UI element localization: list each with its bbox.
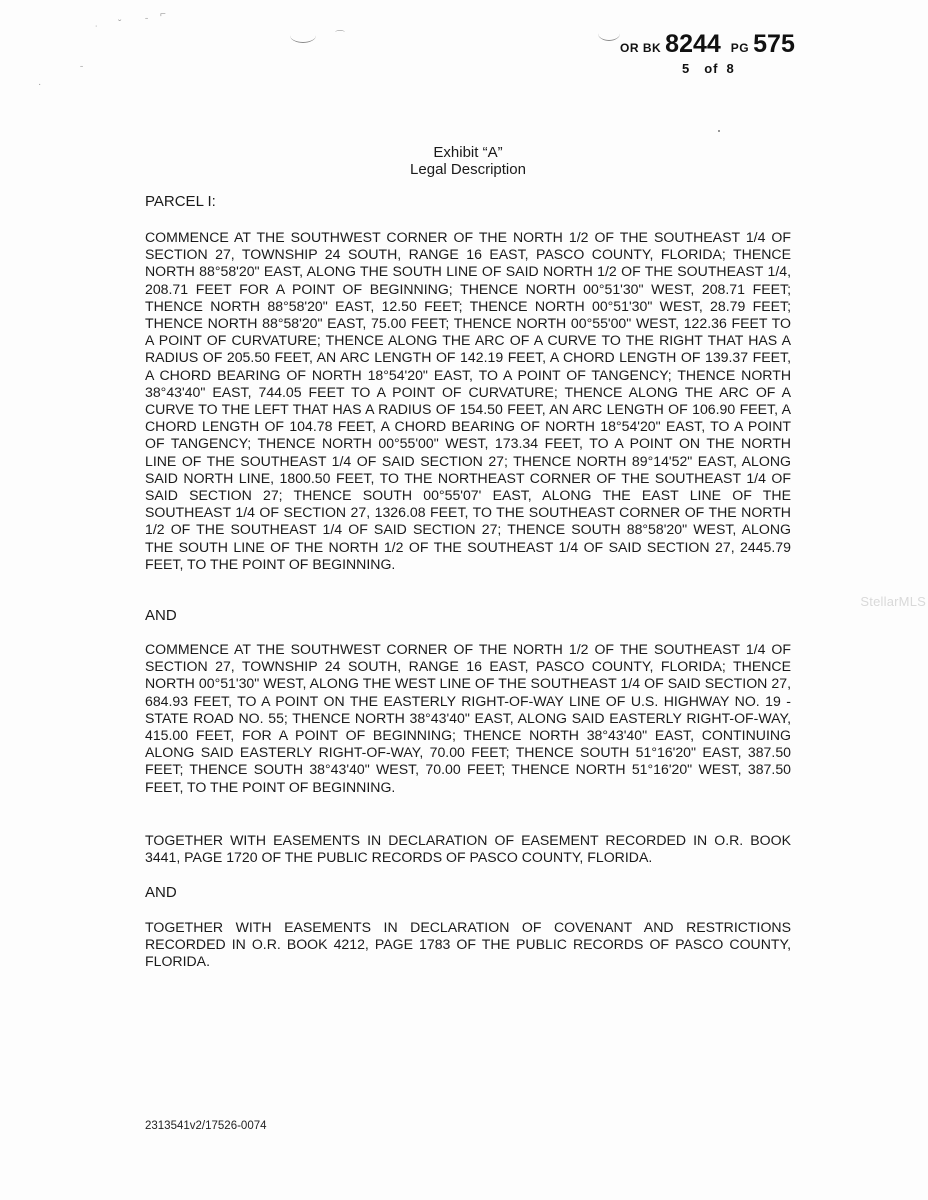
sheet-number: 5 bbox=[682, 61, 691, 76]
sheet-count bbox=[682, 61, 795, 76]
easement-paragraph-2: TOGETHER WITH EASEMENTS IN DECLARATION OF COVENANT AND RESTRICTIONS RECORDED IN O.R. BOOK 4212, PAGE 1783 OF THE PUBLIC RECORDS OF PASCO COUNTY, FLORIDA. bbox=[145, 919, 791, 970]
sheet-total: 8 bbox=[726, 61, 735, 76]
scan-speck: · bbox=[38, 79, 42, 90]
exhibit-title: Exhibit “A” bbox=[433, 144, 503, 161]
and-label-2: AND bbox=[145, 884, 177, 901]
document-id: 2313541v2/17526-0074 bbox=[145, 1120, 267, 1132]
legal-paragraph-1: COMMENCE AT THE SOUTHWEST CORNER OF THE NORTH 1/2 OF THE SOUTHEAST 1/4 OF SECTION 27, TOWNSHIP 24 SOUTH, RANGE 16 EAST, PASCO COUNTY, FLORIDA; THENCE NORTH 88°58'20" EAST, ALONG THE SOUTH LINE OF SAID NORTH 1/2 OF THE SOUTHEAST 1/4, 208.71 FEET FOR A POINT OF BEGINNING; THENCE NORTH 00°51'30" WEST, 208.71 FEET; THENCE NORTH 88°58'20" EAST, 12.50 FEET; THENCE NORTH 00°51'30" WEST, 28.79 FEET; THENCE NORTH 88°58'20" EAST, 75.00 FEET; THENCE NORTH 00°55'00" WEST, 122.36 FEET TO A POINT OF CURVATURE; THENCE ALONG THE ARC OF A CURVE TO THE RIGHT THAT HAS A RADIUS OF 205.50 FEET, AN ARC LENGTH OF 142.19 FEET, A CHORD LENGTH OF 139.37 FEET, A CHORD BEARING OF NORTH 18°54'20" EAST, TO A POINT OF TANGENCY; THENCE NORTH 38°43'40" EAST, 744.05 FEET TO A POINT OF CURVATURE; THENCE ALONG THE ARC OF A CURVE TO THE LEFT THAT HAS A RADIUS OF 154.50 FEET, AN ARC LENGTH OF 106.90 FEET, A CHORD LENGTH OF 104.78 FEET, A CHORD BEARING OF NORTH 18°54'20" EAST, TO A POINT OF TANGENCY; THENCE NORTH 00°55'00" WEST, 173.34 FEET, TO A POINT ON THE NORTH LINE OF THE SOUTHEAST 1/4 OF SAID SECTION 27; THENCE NORTH 89°14'52" EAST, ALONG SAID NORTH LINE, 1800.50 FEET, TO THE NORTHEAST CORNER OF THE SOUTHEAST 1/4 OF SAID SECTION 27; THENCE SOUTH 00°55'07' EAST, ALONG THE EAST LINE OF THE SOUTHEAST 1/4 OF SECTION 27, 1326.08 FEET, TO THE SOUTHEAST CORNER OF THE NORTH 1/2 OF THE SOUTHEAST 1/4 OF SAID SECTION 27; THENCE SOUTH 88°58'20" WEST, ALONG THE SOUTH LINE OF THE NORTH 1/2 OF THE SOUTHEAST 1/4 OF SAID SECTION 27, 2445.79 FEET, TO THE POINT OF BEGINNING. bbox=[145, 229, 791, 572]
scan-speck: ⌐ bbox=[160, 9, 166, 20]
scan-speck: ⌒ bbox=[335, 31, 345, 42]
parcel-label: PARCEL I: bbox=[145, 193, 216, 210]
scan-speck: ˙ bbox=[95, 25, 99, 36]
scan-mark bbox=[598, 26, 620, 41]
recording-stamp bbox=[620, 30, 795, 76]
and-label-1: AND bbox=[145, 607, 177, 624]
exhibit-subtitle: Legal Description bbox=[410, 161, 526, 178]
scan-speck: ˉ bbox=[80, 65, 84, 76]
easement-paragraph-1: TOGETHER WITH EASEMENTS IN DECLARATION OF EASEMENT RECORDED IN O.R. BOOK 3441, PAGE 1720 OF THE PUBLIC RECORDS OF PASCO COUNTY, FLORIDA. bbox=[145, 832, 791, 866]
book-number: 8244 bbox=[665, 30, 721, 58]
legal-paragraph-2: COMMENCE AT THE SOUTHWEST CORNER OF THE NORTH 1/2 OF THE SOUTHEAST 1/4 OF SECTION 27, TOWNSHIP 24 SOUTH, RANGE 16 EAST, PASCO COUNTY, FLORIDA; THENCE NORTH 00°51'30" WEST, ALONG THE WEST LINE OF THE SOUTHEAST 1/4 OF SAID SECTION 27, 684.93 FEET, TO A POINT ON THE EASTERLY RIGHT-OF-WAY LINE OF U.S. HIGHWAY NO. 19 - STATE ROAD NO. 55; THENCE NORTH 38°43'40" EAST, ALONG SAID EASTERLY RIGHT-OF-WAY, 415.00 FEET, FOR A POINT OF BEGINNING; THENCE NORTH 38°43'40" EAST, CONTINUING ALONG SAID EASTERLY RIGHT-OF-WAY, 70.00 FEET; THENCE SOUTH 51°16'20" EAST, 387.50 FEET; THENCE SOUTH 38°43'40" WEST, 70.00 FEET; THENCE NORTH 51°16'20" WEST, 387.50 FEET, TO THE POINT OF BEGINNING. bbox=[145, 641, 791, 795]
scan-speck: ˉ bbox=[145, 17, 149, 28]
scan-speck: ˇ bbox=[118, 19, 122, 30]
scan-speck bbox=[718, 130, 720, 132]
pg-label: PG bbox=[730, 41, 750, 55]
watermark: StellarMLS bbox=[860, 594, 926, 609]
or-bk-label: OR BK bbox=[620, 41, 662, 55]
scan-mark bbox=[290, 28, 316, 43]
page-number: 575 bbox=[753, 30, 795, 58]
of-label: of bbox=[704, 61, 719, 76]
